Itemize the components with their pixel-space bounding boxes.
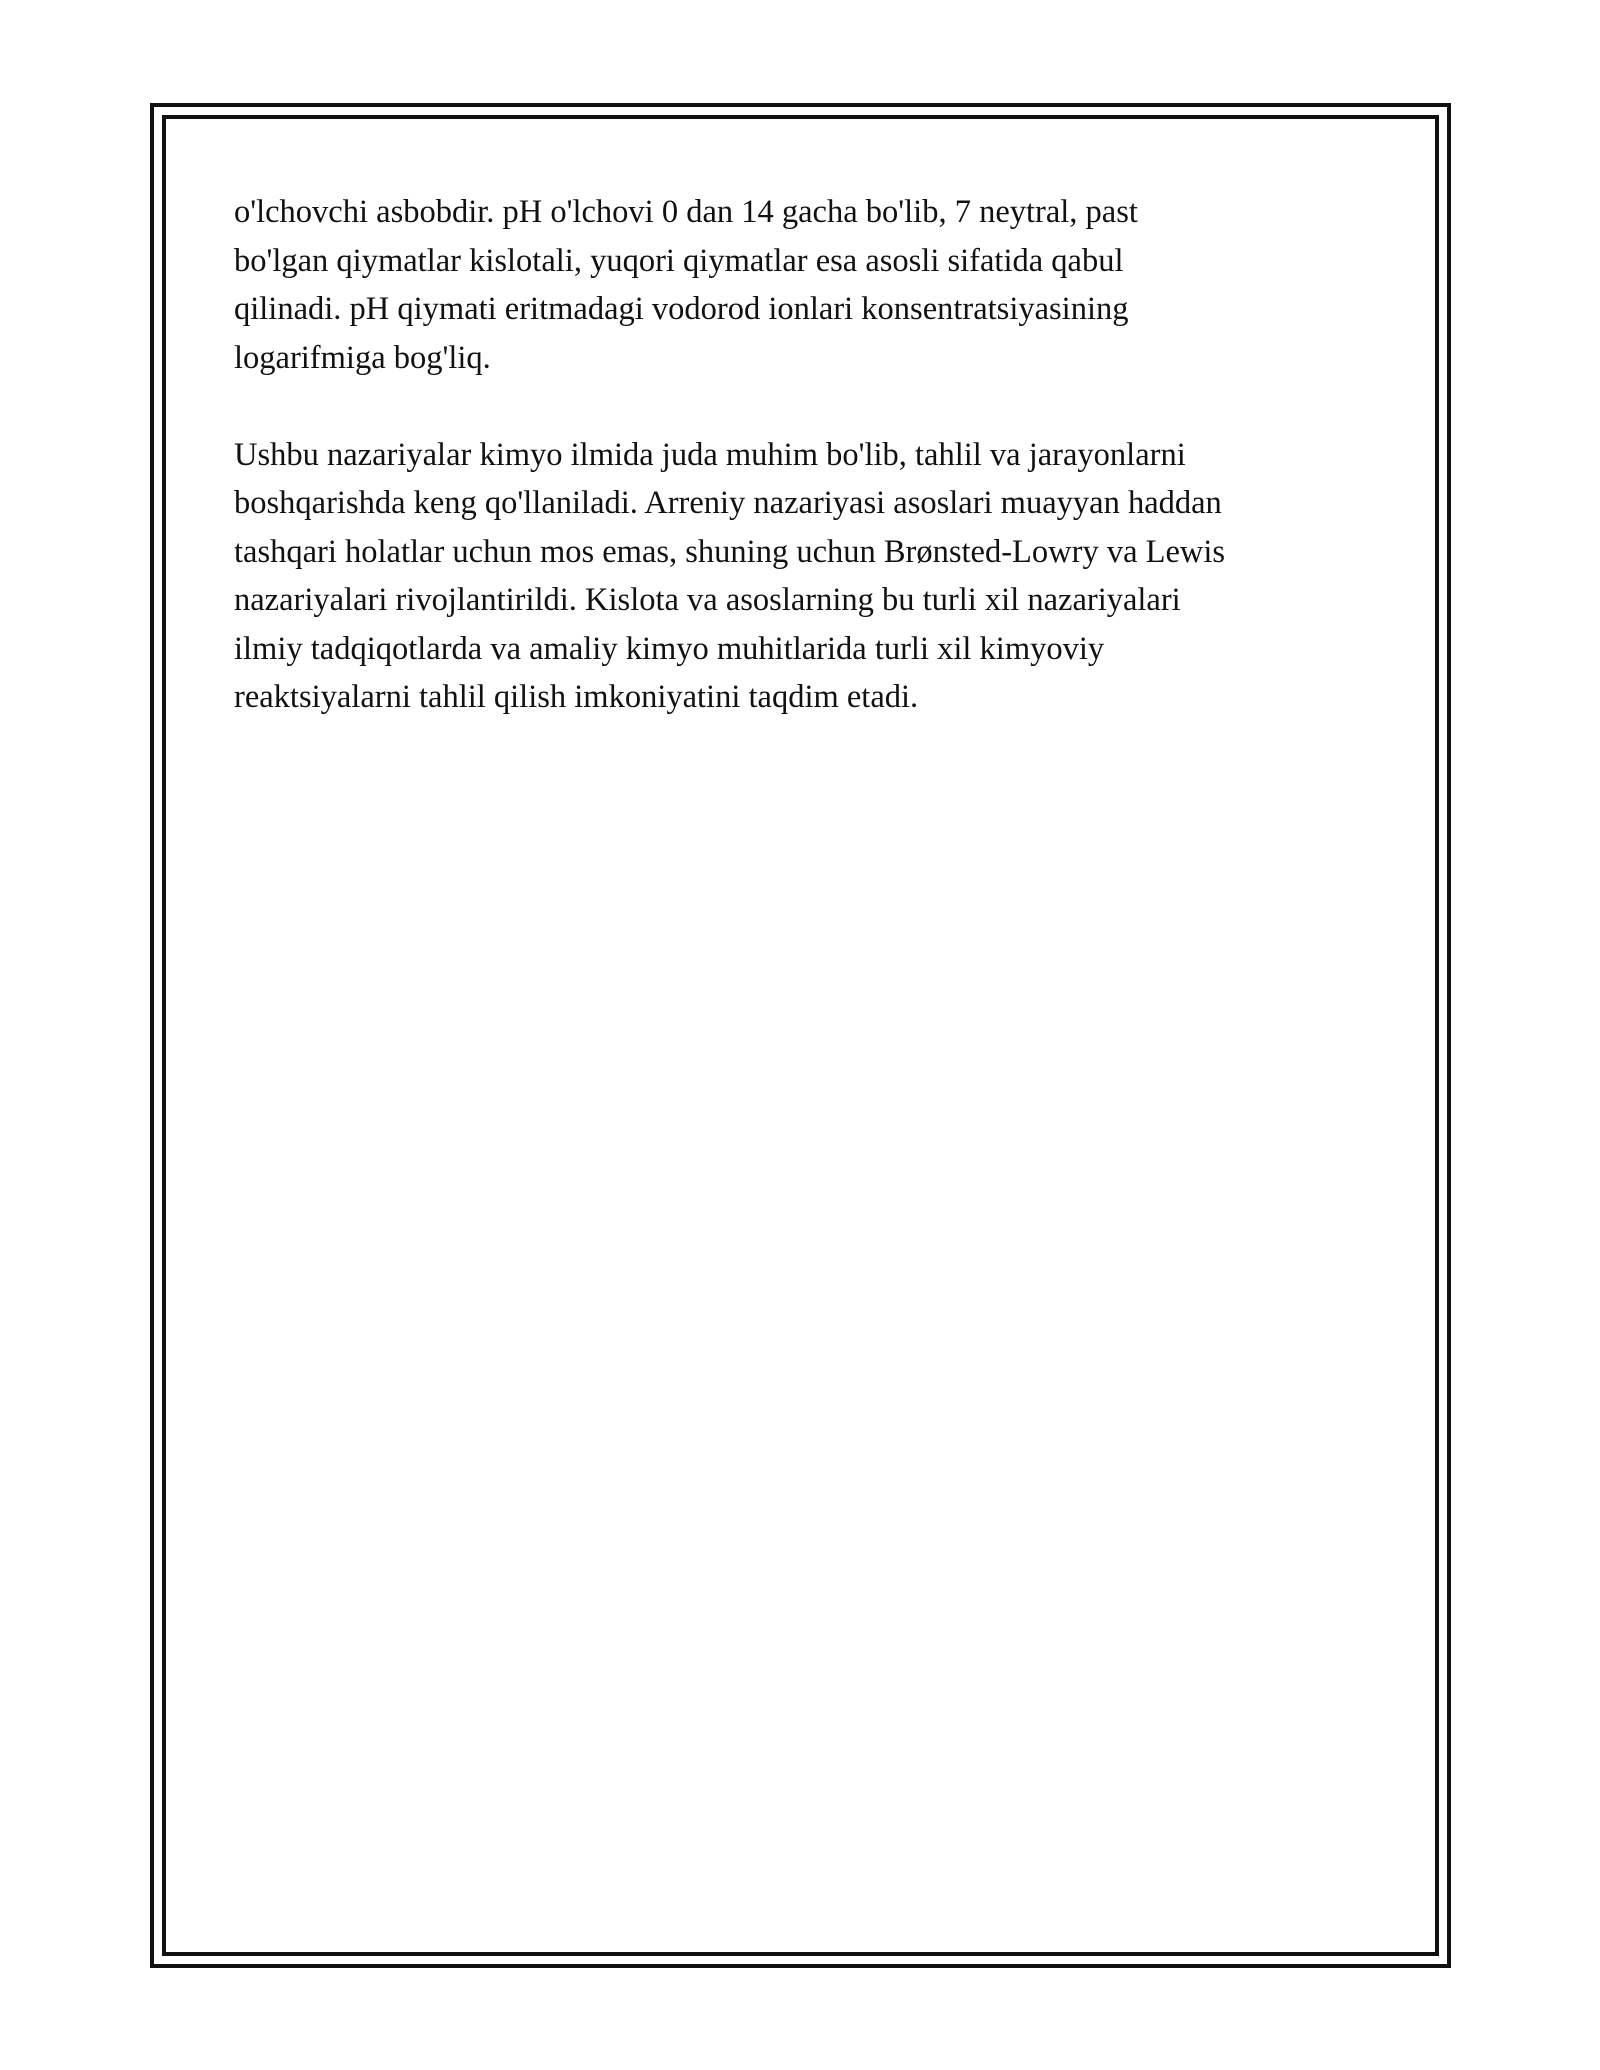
text-line: bo'lgan qiymatlar kislotali, yuqori qiymatlar esa asosli sifatida qabul — [234, 242, 1124, 279]
text-line: qilinadi. pH qiymati eritmadagi vodorod ionlari konsentratsiyasining — [234, 291, 1129, 327]
text-line: logarifmiga bog'liq. — [234, 339, 491, 376]
text-line: Ushbu nazariyalar kimyo ilmida juda muhim bo'lib, tahlil va jarayonlarni — [234, 436, 1186, 473]
paragraph-ph-scale — [234, 188, 1364, 382]
text-line: tashqari holatlar uchun mos emas, shuning uchun Brønsted-Lowry va Lewis — [234, 533, 1226, 570]
page-body — [234, 188, 1364, 770]
text-line: boshqarishda keng qo'llaniladi. Arreniy nazariyasi asoslari muayyan haddan — [234, 485, 1222, 521]
text-line: reaktsiyalarni tahlil qilish imkoniyatini taqdim etadi. — [234, 679, 919, 715]
paragraph-theories-summary — [234, 431, 1364, 722]
text-line: o'lchovchi asbobdir. pH o'lchovi 0 dan 14 gacha bo'lib, 7 neytral, past — [234, 194, 1138, 230]
text-line: nazariyalari rivojlantirildi. Kislota va asoslarning bu turli xil nazariyalari — [234, 582, 1181, 618]
text-line: ilmiy tadqiqotlarda va amaliy kimyo muhitlarida turli xil kimyoviy — [234, 630, 1105, 667]
